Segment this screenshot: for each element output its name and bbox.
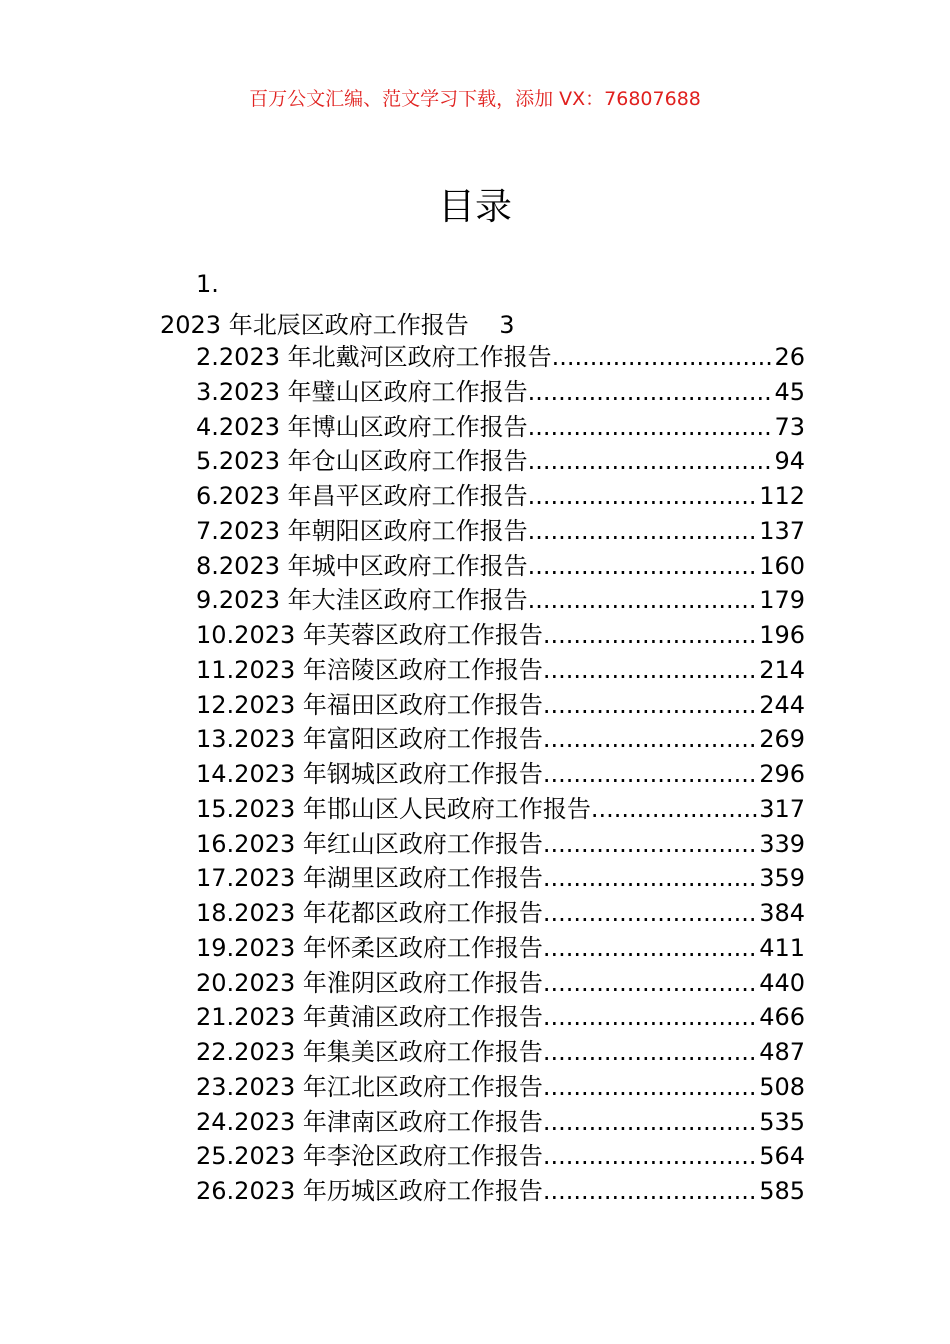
toc-entry-page: 487 [759, 1038, 805, 1066]
toc-entry-title: 6.2023 年昌平区政府工作报告 [196, 482, 528, 510]
toc-entry-page: 411 [759, 933, 805, 962]
toc-entry[interactable] [196, 688, 805, 723]
toc-entry[interactable] [196, 549, 805, 584]
toc-entry-title: 26.2023 年历城区政府工作报告 [196, 1177, 543, 1205]
toc-entry-title: 20.2023 年淮阴区政府工作报告 [196, 968, 543, 997]
toc-entry-page: 535 [759, 1107, 805, 1136]
page-title: 目录 [438, 185, 512, 228]
toc-entry[interactable] [196, 931, 805, 966]
dot-leader [543, 966, 759, 1001]
toc-entry-page: 112 [759, 482, 805, 510]
toc-entry[interactable] [196, 514, 805, 549]
toc-entry-title: 4.2023 年博山区政府工作报告 [196, 412, 528, 441]
toc-entry-page: 384 [759, 899, 805, 927]
toc-entry-title: 15.2023 年邯山区人民政府工作报告 [196, 794, 591, 823]
toc-entry-title: 2.2023 年北戴河区政府工作报告 [196, 343, 552, 371]
dot-leader [543, 1105, 759, 1140]
toc-entry[interactable] [196, 444, 805, 479]
dot-leader [543, 1035, 759, 1070]
toc-entry-1[interactable] [160, 305, 515, 340]
toc-entry-page: 73 [774, 412, 805, 441]
toc-entry-title: 25.2023 年李沧区政府工作报告 [196, 1142, 543, 1171]
toc-entry[interactable] [196, 966, 805, 1001]
toc-entry-title: 18.2023 年花都区政府工作报告 [196, 899, 543, 927]
dot-leader [591, 792, 759, 827]
toc-entry[interactable] [196, 1000, 805, 1035]
toc-entry-title: 16.2023 年红山区政府工作报告 [196, 829, 543, 858]
toc-entry[interactable] [196, 340, 805, 375]
dot-leader [543, 618, 759, 653]
toc-entry-title: 19.2023 年怀柔区政府工作报告 [196, 933, 543, 962]
toc-entry[interactable] [196, 583, 805, 618]
toc-entry-title: 9.2023 年大洼区政府工作报告 [196, 586, 528, 615]
toc-entry[interactable] [196, 1035, 805, 1070]
toc-entry-page: 137 [759, 516, 805, 545]
toc-entry-title: 3.2023 年璧山区政府工作报告 [196, 377, 528, 406]
toc-entry-title: 13.2023 年富阳区政府工作报告 [196, 725, 543, 754]
toc-entry-page: 45 [774, 377, 805, 406]
toc-entry-title: 14.2023 年钢城区政府工作报告 [196, 760, 543, 788]
toc-entry-title: 22.2023 年集美区政府工作报告 [196, 1038, 543, 1066]
dot-leader [528, 514, 760, 549]
toc-entry-page: 179 [759, 586, 805, 615]
toc-entry-page: 317 [759, 794, 805, 823]
toc-entry-page: 244 [759, 690, 805, 719]
toc-entry[interactable] [196, 1174, 805, 1209]
toc-entry-title: 24.2023 年津南区政府工作报告 [196, 1107, 543, 1136]
dot-leader [543, 896, 759, 931]
toc-entry-page: 94 [774, 447, 805, 476]
dot-leader [528, 410, 775, 445]
toc-entry[interactable] [196, 896, 805, 931]
toc-entry-page: 440 [759, 968, 805, 997]
toc-entry-page: 508 [759, 1072, 805, 1101]
dot-leader [543, 1070, 759, 1105]
dot-leader [528, 444, 775, 479]
toc-entry[interactable] [196, 375, 805, 410]
watermark-header: 百万公文汇编、范文学习下载，添加 VX：76807688 [249, 88, 701, 110]
toc-entry-title: 10.2023 年芙蓉区政府工作报告 [196, 621, 543, 649]
toc-entry-page: 214 [759, 655, 805, 684]
toc-entry-title: 11.2023 年涪陵区政府工作报告 [196, 655, 543, 684]
toc-entry-title: 2023 年北辰区政府工作报告 [160, 311, 469, 339]
dot-leader [543, 688, 759, 723]
toc-entry-page: 3 [499, 311, 515, 339]
toc-entry-title: 12.2023 年福田区政府工作报告 [196, 690, 543, 719]
toc-entry-page: 339 [759, 829, 805, 858]
toc-entry[interactable] [196, 722, 805, 757]
toc-entry-page: 296 [759, 760, 805, 788]
toc-entry-title: 21.2023 年黄浦区政府工作报告 [196, 1003, 543, 1032]
toc-entry[interactable] [196, 1105, 805, 1140]
dot-leader [543, 1000, 759, 1035]
dot-leader [543, 757, 759, 792]
toc-entry[interactable] [196, 757, 805, 792]
toc-entry[interactable] [196, 1139, 805, 1174]
toc-entry[interactable] [196, 479, 805, 514]
toc-entry[interactable] [196, 410, 805, 445]
toc-entry-title: 5.2023 年仓山区政府工作报告 [196, 447, 528, 476]
dot-leader [543, 1174, 759, 1209]
toc-entry-page: 160 [759, 551, 805, 580]
dot-leader [528, 549, 760, 584]
dot-leader [528, 375, 775, 410]
dot-leader [528, 479, 760, 514]
dot-leader [543, 722, 759, 757]
toc-entry-1-number: 1. [196, 270, 219, 298]
dot-leader [552, 340, 775, 375]
toc-entry-title: 7.2023 年朝阳区政府工作报告 [196, 516, 528, 545]
toc-entry-page: 564 [759, 1142, 805, 1171]
toc-entry-title: 23.2023 年江北区政府工作报告 [196, 1072, 543, 1101]
toc-entry[interactable] [196, 861, 805, 896]
toc-entry-page: 26 [774, 343, 805, 371]
toc-entry-title: 8.2023 年城中区政府工作报告 [196, 551, 528, 580]
table-of-contents [196, 340, 805, 1209]
toc-entry-page: 359 [759, 864, 805, 893]
toc-entry-page: 196 [759, 621, 805, 649]
toc-entry[interactable] [196, 1070, 805, 1105]
toc-entry[interactable] [196, 618, 805, 653]
toc-entry-page: 585 [759, 1177, 805, 1205]
dot-leader [543, 653, 759, 688]
dot-leader [543, 861, 759, 896]
toc-entry-title: 17.2023 年湖里区政府工作报告 [196, 864, 543, 893]
toc-entry-page: 269 [759, 725, 805, 754]
dot-leader [543, 931, 759, 966]
toc-entry[interactable] [196, 792, 805, 827]
dot-leader [528, 583, 760, 618]
toc-entry[interactable] [196, 653, 805, 688]
dot-leader [543, 827, 759, 862]
toc-entry-page: 466 [759, 1003, 805, 1032]
toc-entry[interactable] [196, 827, 805, 862]
dot-leader [543, 1139, 759, 1174]
